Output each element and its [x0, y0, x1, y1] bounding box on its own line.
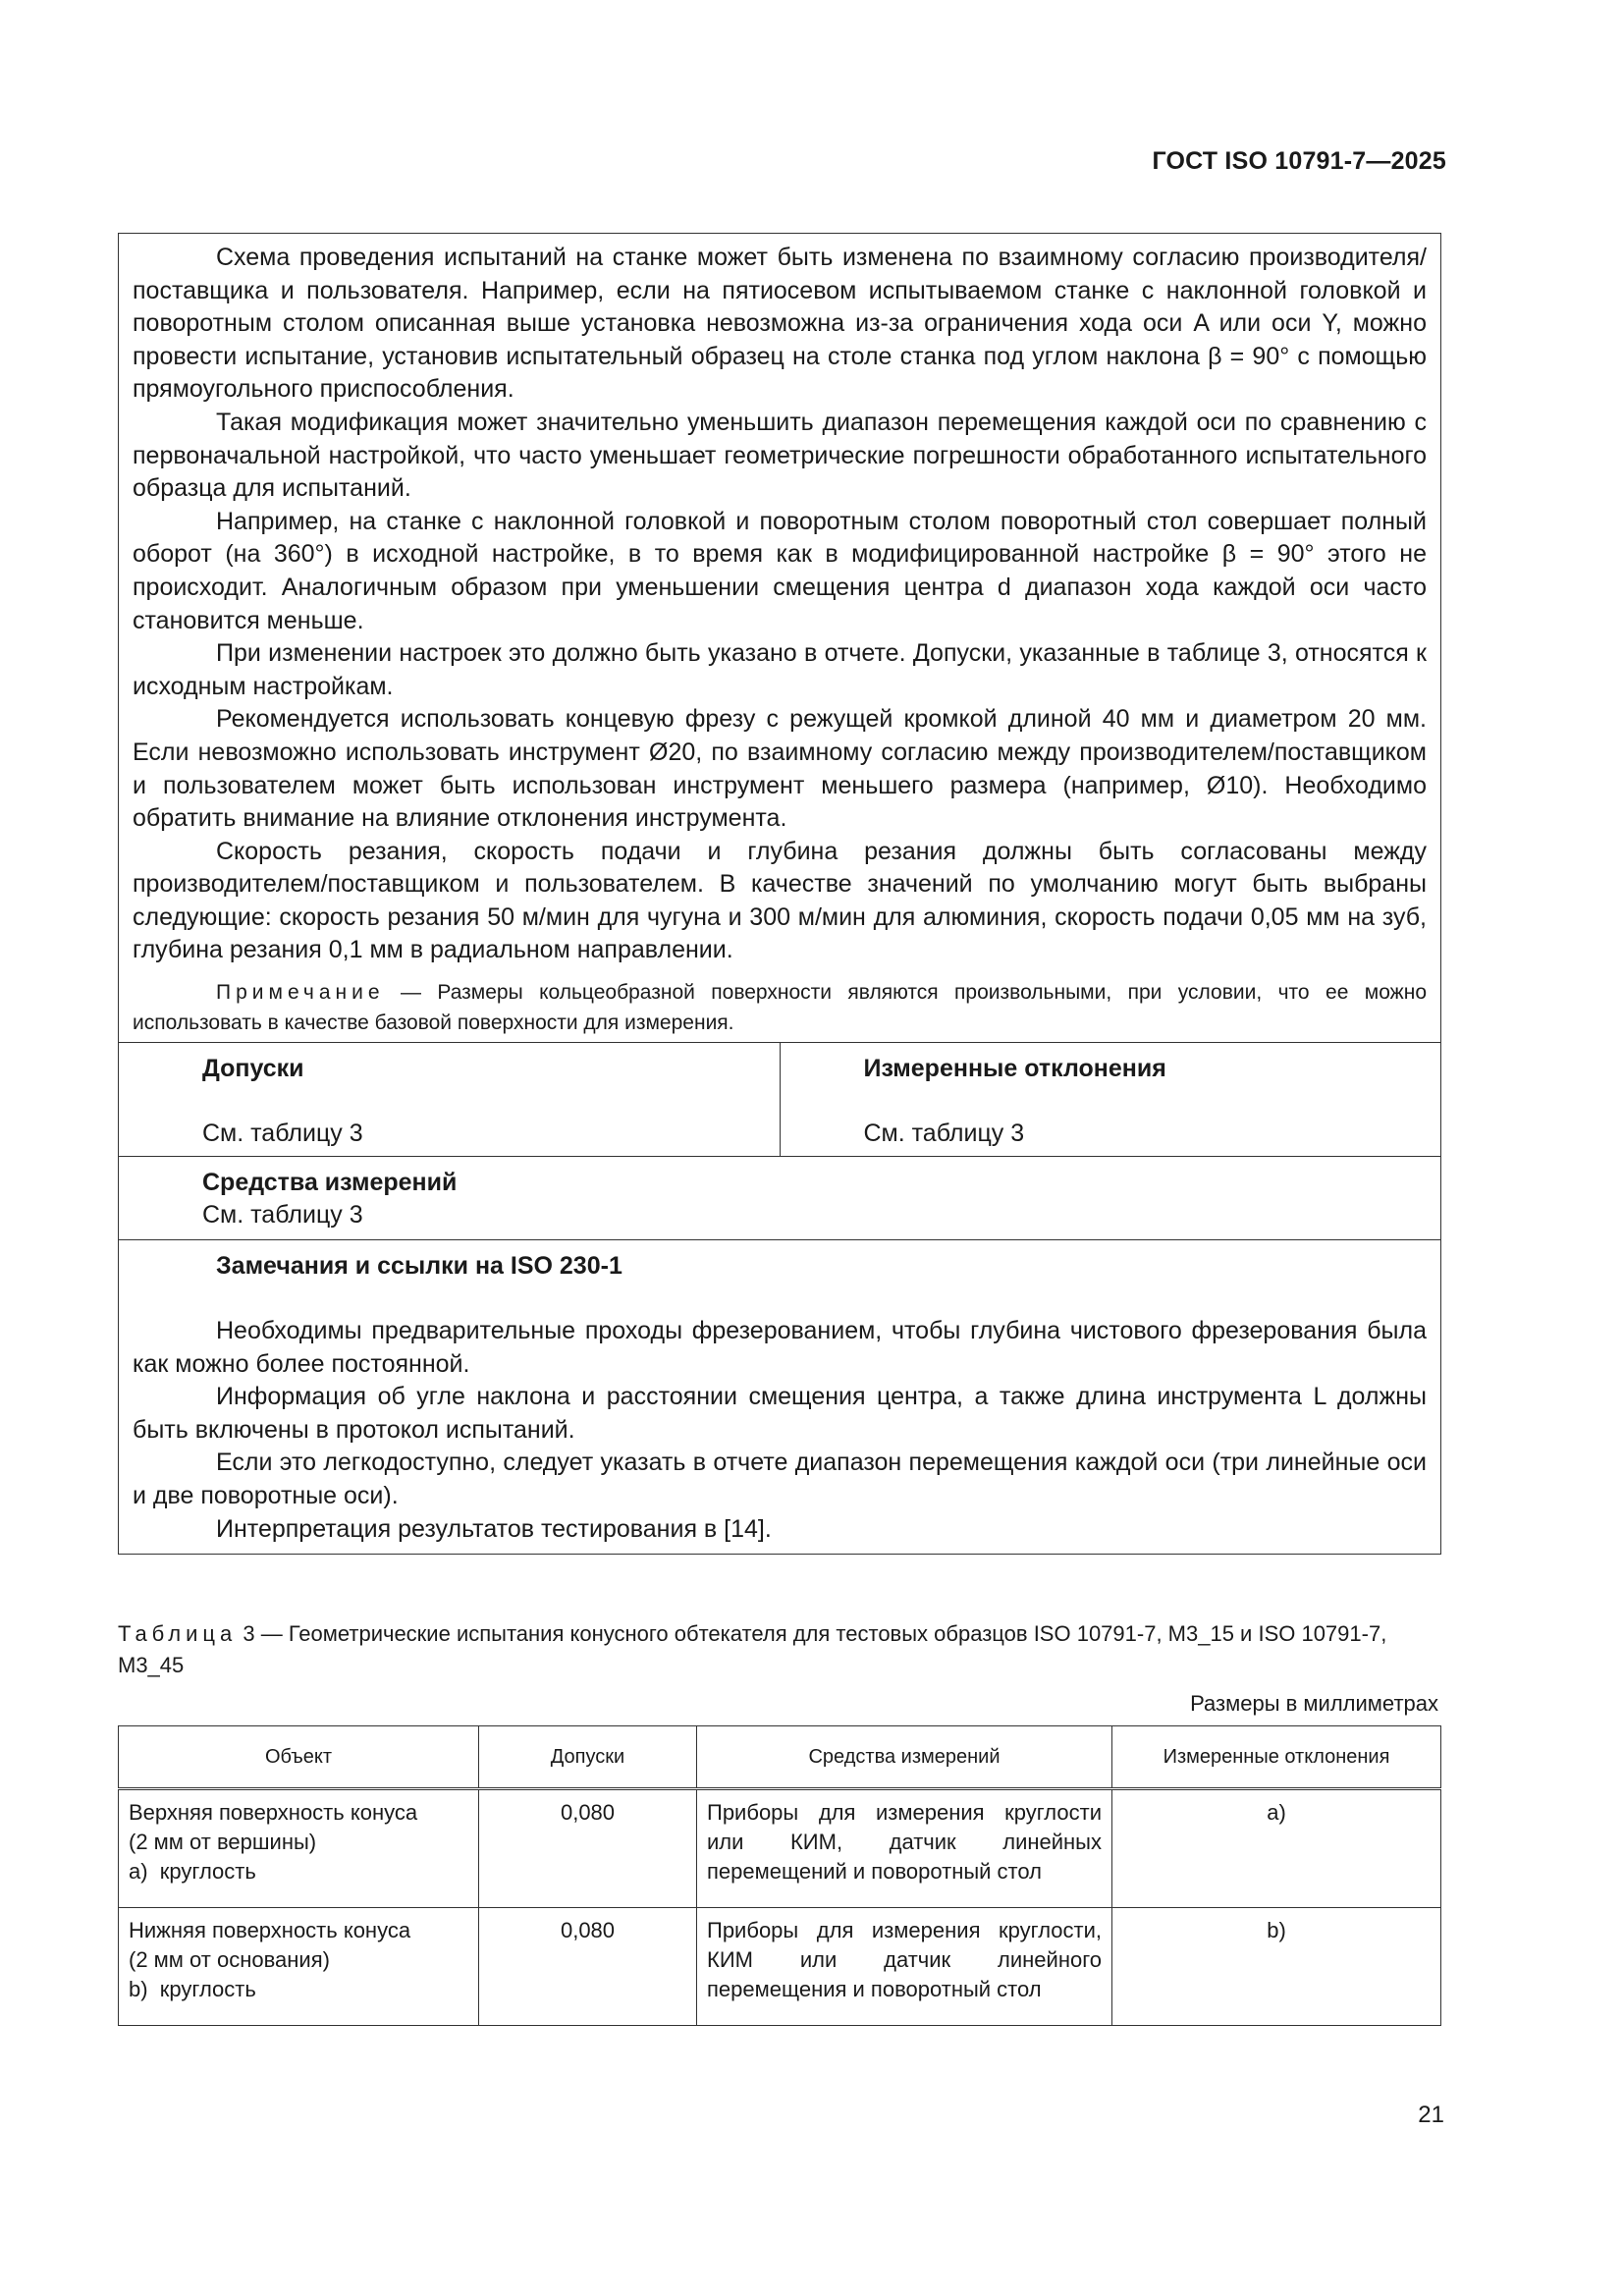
paragraph: Интерпретация результатов тестирования в [14].: [216, 1514, 772, 1543]
paragraph: Такая модификация может значительно уменьшить диапазон перемещения каждой оси по сравнению с первоначальной настройкой, что часто уменьшает геометрические погрешности обработанного испытательного образца для испытаний.: [133, 408, 1427, 503]
table-caption: [118, 1618, 1441, 1681]
instruments-cell: Приборы для измерения круглости, КИМ или датчик линейного перемещения и поворотный стол: [697, 1908, 1112, 2026]
instruments-section: [119, 1156, 1440, 1239]
page-number: 21: [1418, 2102, 1444, 2128]
test-procedure-section: [119, 234, 1440, 1042]
paragraph: Если это легкодоступно, следует указать в отчете диапазон перемещения каждой оси (три линейные оси и две поворотные оси).: [133, 1449, 1427, 1510]
measured-deviations-value: См. таблицу 3: [863, 1120, 1025, 1148]
remarks-section: [119, 1239, 1440, 1554]
paragraph: Необходимы предварительные проходы фрезерованием, чтобы глубина чистового фрезерования была как можно более постоянной.: [133, 1317, 1427, 1378]
table-row: [119, 1908, 1441, 2026]
instruments-cell: Приборы для измерения круглости или КИМ, датчик линейных перемещений и поворотный стол: [697, 1789, 1112, 1908]
column-header-measured: Измеренные отклонения: [1112, 1726, 1441, 1789]
tolerances-cell: [119, 1043, 780, 1156]
object-line: (2 мм от основания): [129, 1947, 330, 1972]
table-units: Размеры в миллиметрах: [1190, 1691, 1438, 1716]
tolerances-heading: Допуски: [202, 1055, 304, 1083]
table-caption-text: 3 — Геометрические испытания конусного обтекателя для тестовых образцов ISO 10791-7, M3_15 и ISO 10791-7, M3_45: [118, 1621, 1387, 1677]
object-line: a) круглость: [129, 1859, 256, 1884]
paragraph: Рекомендуется использовать концевую фрезу с режущей кромкой длиной 40 мм и диаметром 20 мм. Если невозможно использовать инструмент Ø20, по взаимному согласию между производителем/поставщиком и пользователем может быть использован инструмент меньшего размера (например, Ø10). Необходимо обратить внимание на влияние отклонения инструмента.: [133, 705, 1427, 833]
column-header-instruments: Средства измерений: [697, 1726, 1112, 1789]
object-line: Нижняя поверхность конуса: [129, 1918, 411, 1942]
object-line: (2 мм от вершины): [129, 1830, 317, 1854]
measured-cell: a): [1112, 1789, 1441, 1908]
paragraph: При изменении настроек это должно быть указано в отчете. Допуски, указанные в таблице 3, относятся к исходным настройкам.: [133, 639, 1427, 700]
paragraph: Например, на станке с наклонной головкой и поворотным столом поворотный стол совершает полный оборот (на 360°) в исходной настройке, в то время как в модифицированной настройке β = 90° этого не происходит. Аналогичным образом при уменьшении смещения центра d диапазон хода каждой оси часто становится меньше.: [133, 507, 1427, 634]
note-text: — Размеры кольцеобразной поверхности являются произвольными, при условии, что ее можно использовать в качестве базовой поверхности для измерения.: [133, 981, 1427, 1035]
table-caption-label: Таблица: [118, 1621, 238, 1646]
tolerance-cell: 0,080: [479, 1908, 697, 2026]
measured-cell: b): [1112, 1908, 1441, 2026]
object-cell: [119, 1908, 479, 2026]
paragraph: Информация об угле наклона и расстоянии смещения центра, а также длина инструмента L должны быть включены в протокол испытаний.: [133, 1383, 1427, 1444]
object-line: b) круглость: [129, 1977, 256, 2001]
note-label: Примечание: [216, 981, 385, 1005]
document-code: ГОСТ ISO 10791-7—2025: [1152, 147, 1446, 175]
tolerance-measured-section: [119, 1042, 1440, 1156]
measured-deviations-heading: Измеренные отклонения: [863, 1055, 1166, 1083]
table-3: [118, 1725, 1441, 2026]
instruments-heading: Средства измерений: [202, 1169, 458, 1197]
tolerance-cell: 0,080: [479, 1789, 697, 1908]
tolerances-value: См. таблицу 3: [202, 1120, 363, 1148]
object-cell: [119, 1789, 479, 1908]
table-row: [119, 1789, 1441, 1908]
measured-deviations-cell: [780, 1043, 1441, 1156]
column-header-tolerances: Допуски: [479, 1726, 697, 1789]
object-line: Верхняя поверхность конуса: [129, 1800, 418, 1825]
test-description-frame: [118, 233, 1441, 1555]
remarks-heading: Замечания и ссылки на ISO 230-1: [216, 1252, 622, 1281]
table-header-row: [119, 1726, 1441, 1789]
instruments-value: См. таблицу 3: [202, 1201, 363, 1230]
note: [133, 977, 1427, 1038]
column-header-object: Объект: [119, 1726, 479, 1789]
paragraph: Скорость резания, скорость подачи и глубина резания должны быть согласованы между производителем/поставщиком и пользователем. В качестве значений по умолчанию могут быть выбраны следующие: скорость резания 50 м/мин для чугуна и 300 м/мин для алюминия, скорость подачи 0,05 мм на зуб, глубина резания 0,1 мм в радиальном направлении.: [133, 837, 1427, 964]
paragraph: Схема проведения испытаний на станке может быть изменена по взаимному согласию производителя/поставщика и пользователя. Например, если на пятиосевом испытываемом станке с наклонной головкой и поворотным столом описанная выше установка невозможна из-за ограничения хода оси A или оси Y, можно провести испытание, установив испытательный образец на столе станка под углом наклона β = 90° с помощью прямоугольного приспособления.: [133, 244, 1427, 404]
